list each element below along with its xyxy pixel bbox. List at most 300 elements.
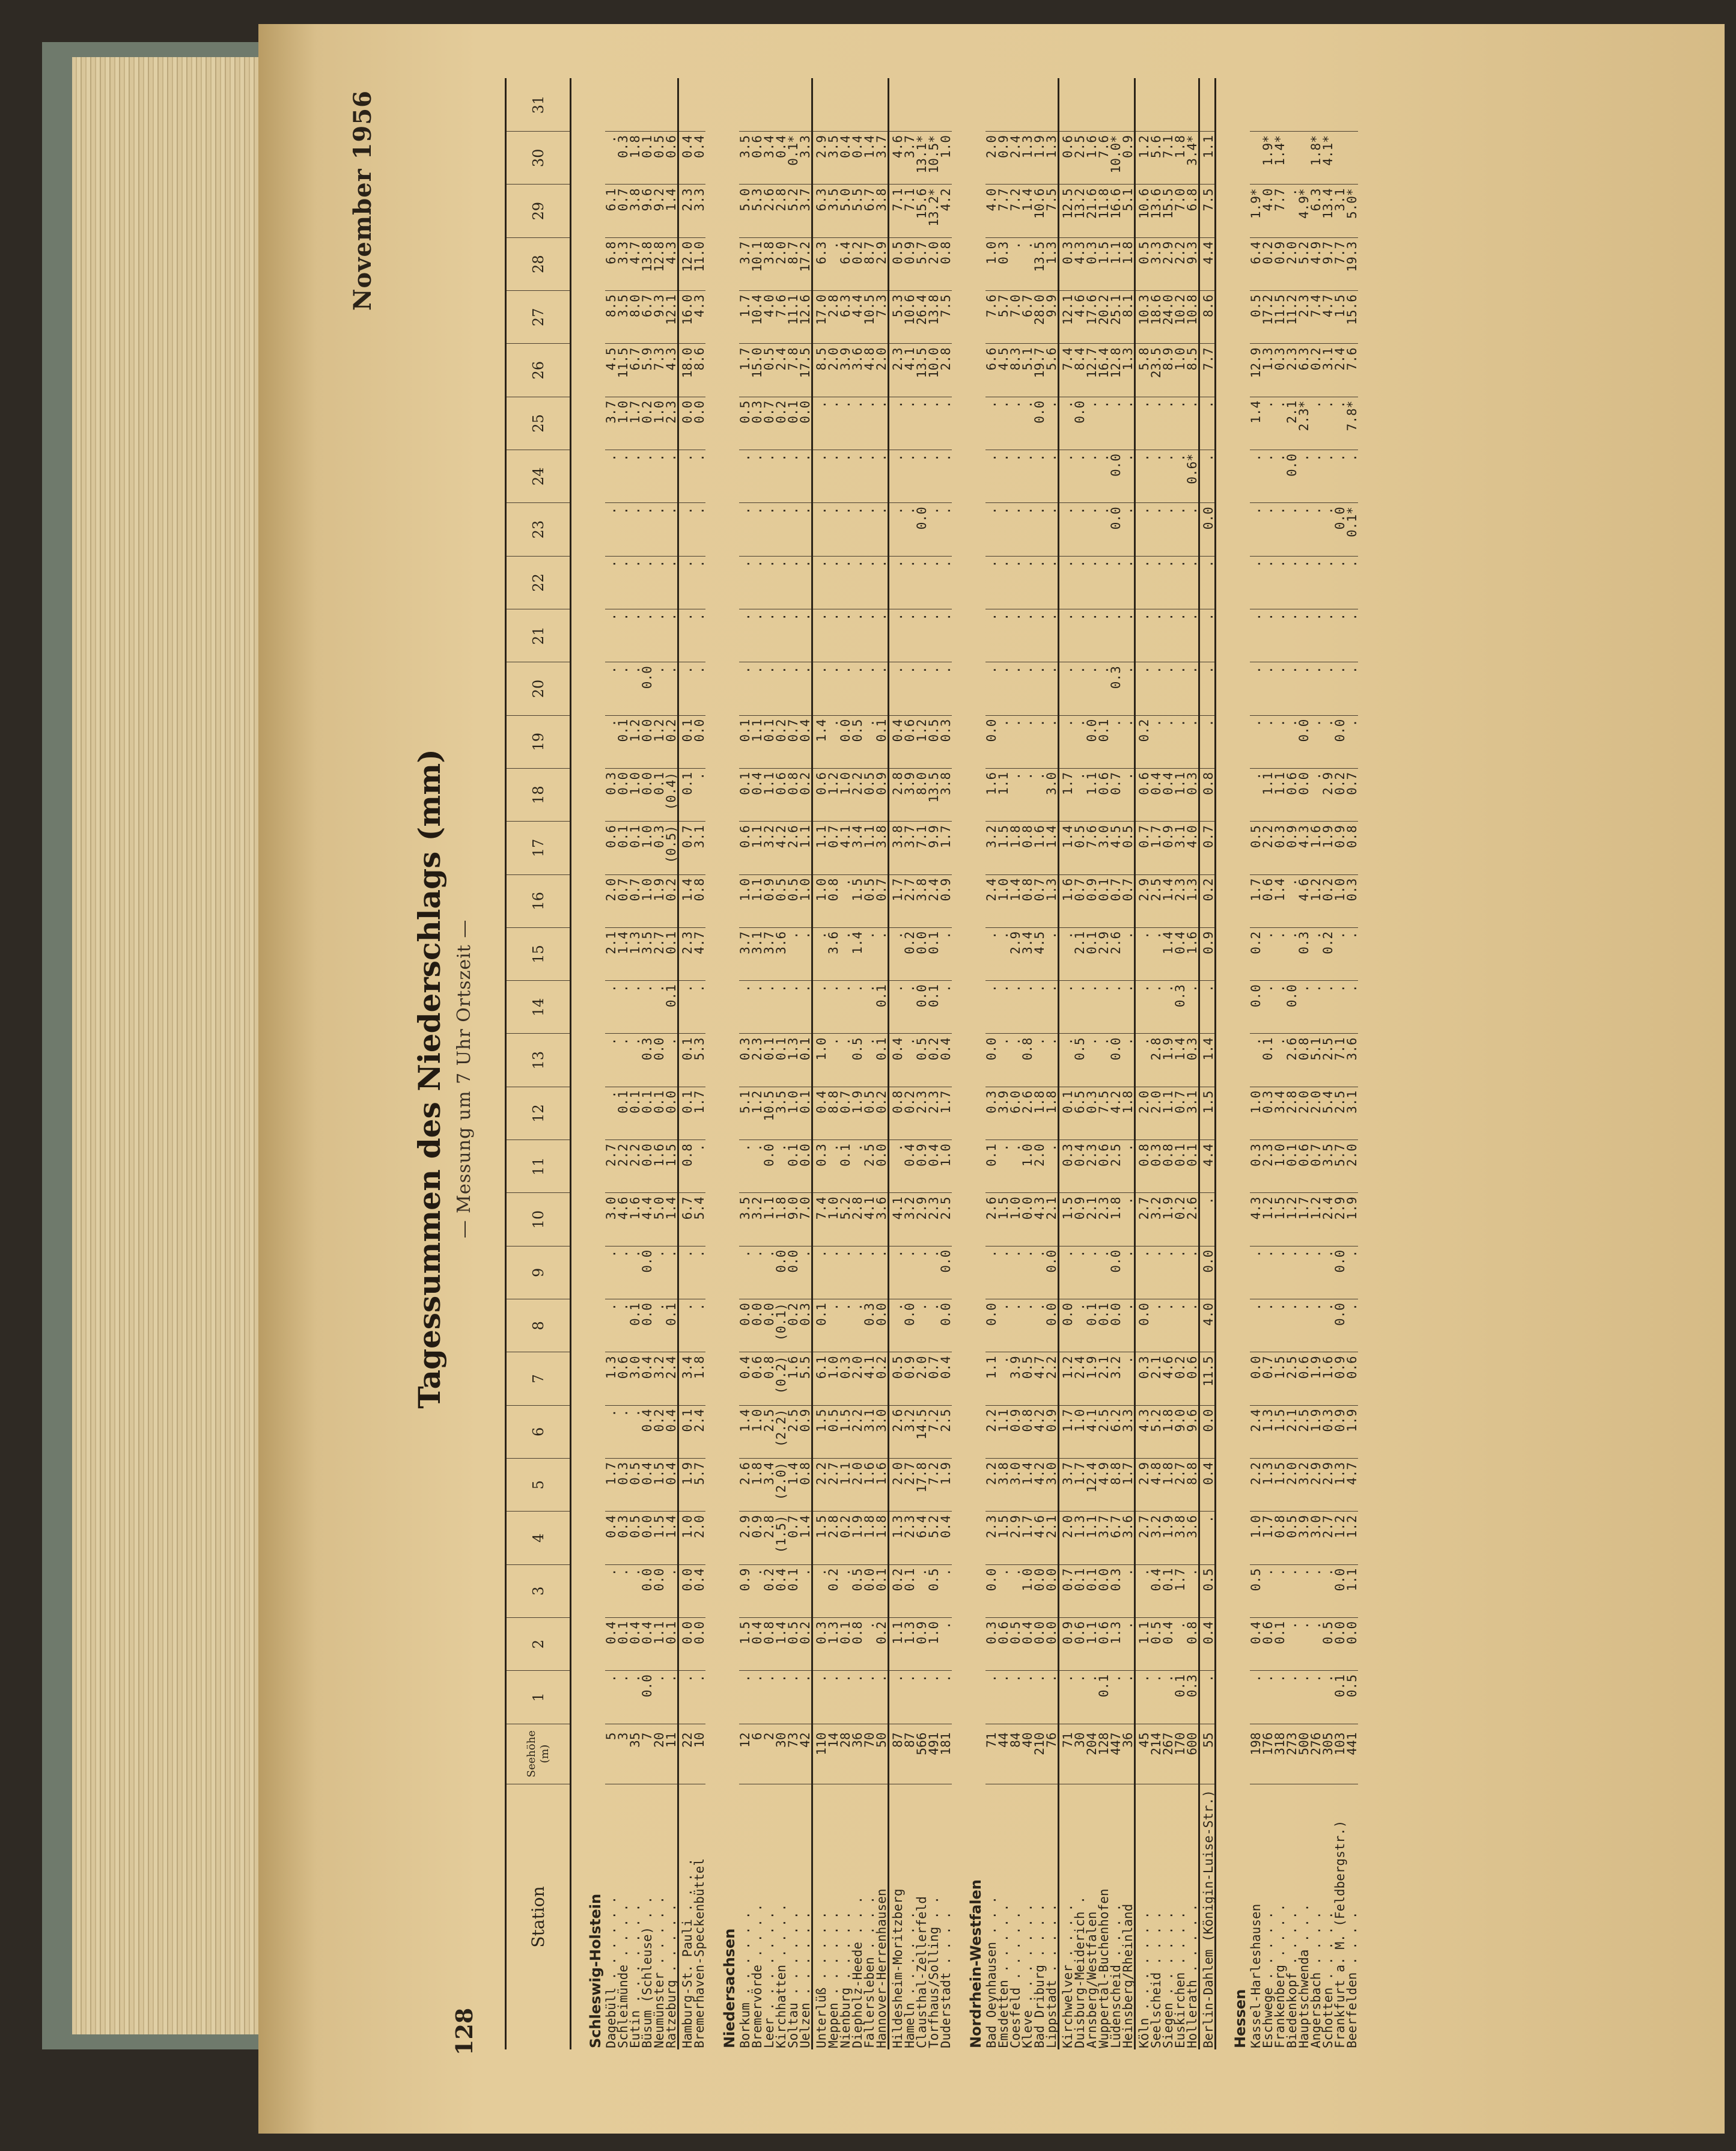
- precip-value: 1.2: [1286, 1193, 1298, 1246]
- precip-value: .: [1186, 556, 1199, 609]
- precip-value: 0.9: [1199, 927, 1216, 980]
- station-altitude: 176: [1262, 1724, 1274, 1784]
- precip-value: 1.0: [629, 768, 641, 821]
- precip-value: 1.4: [1046, 822, 1059, 874]
- precip-value: 2.8: [763, 1512, 775, 1564]
- precip-value: 1.1: [812, 822, 828, 874]
- precip-value: 2.5: [863, 1140, 876, 1193]
- precip-value: [812, 78, 828, 132]
- precip-value: 0.0: [1046, 1617, 1059, 1670]
- precip-value: 3.2: [653, 1352, 665, 1405]
- precip-value: 1.0: [653, 397, 665, 450]
- precip-value: .: [997, 1034, 1010, 1087]
- precip-value: 2.2: [812, 1458, 828, 1511]
- precip-value: 0.2: [665, 874, 678, 927]
- precip-value: [665, 78, 678, 132]
- precip-value: 2.6: [739, 1458, 751, 1511]
- precip-value: 1.6: [1034, 822, 1046, 874]
- precip-value: 2.0: [1286, 237, 1298, 290]
- precip-value: 0.3: [641, 1034, 653, 1087]
- precip-value: 6.7: [1022, 291, 1034, 344]
- station-altitude: 30: [775, 1724, 787, 1784]
- precip-value: 1.6: [787, 1352, 799, 1405]
- precip-value: 2.7: [827, 1458, 839, 1511]
- precip-value: 4.5: [605, 344, 617, 397]
- precip-value: [1262, 78, 1274, 132]
- station-name: Eutin . . . . . . .: [628, 1903, 642, 2048]
- precip-value: .: [1310, 397, 1322, 450]
- precip-value: 3.8: [997, 1458, 1010, 1511]
- precip-value: 1.2: [827, 768, 839, 821]
- precip-value: 0.3: [997, 237, 1010, 290]
- precip-value: 0.5: [1199, 1564, 1216, 1617]
- precip-value: .: [904, 662, 916, 715]
- precip-value: 0.8: [1022, 822, 1034, 874]
- precip-value: 3.6: [775, 927, 787, 980]
- precip-value: 17.8: [916, 1458, 928, 1511]
- precip-value: 0.7: [1074, 874, 1086, 927]
- precip-value: 10.0*: [1110, 132, 1122, 185]
- precip-value: 8.6: [693, 344, 705, 397]
- precip-value: 2.1: [1046, 1193, 1059, 1246]
- precip-value: .: [839, 1299, 851, 1352]
- precip-value: 3.4: [1022, 927, 1034, 980]
- precip-value: 1.2: [751, 1087, 763, 1140]
- station-altitude: 318: [1274, 1724, 1286, 1784]
- precip-value: .: [1286, 715, 1298, 768]
- precip-value: .: [1110, 715, 1122, 768]
- precip-value: 0.1: [876, 1564, 889, 1617]
- table-row: [1150, 78, 1162, 2049]
- precip-value: .: [799, 927, 812, 980]
- precip-value: 0.9: [751, 1512, 763, 1564]
- precip-value: 3.8: [876, 185, 889, 237]
- precip-value: .: [863, 927, 876, 980]
- precip-value: 2.1: [1086, 1193, 1098, 1246]
- precip-value: 7.6: [985, 291, 997, 344]
- precip-value: .: [1135, 1034, 1151, 1087]
- precip-value: 24.0: [1162, 291, 1174, 344]
- precip-value: .: [1074, 556, 1086, 609]
- precip-value: .: [851, 1299, 863, 1352]
- precip-value: 1.7: [605, 1458, 617, 1511]
- precip-value: 3.6: [1186, 1512, 1199, 1564]
- precip-value: .: [1010, 1671, 1022, 1724]
- precip-value: 1.6: [629, 1193, 641, 1246]
- precip-value: 13.4: [1322, 185, 1334, 237]
- precip-value: .: [1286, 1299, 1298, 1352]
- precip-value: .: [827, 1671, 839, 1724]
- precip-value: 6.1: [812, 1352, 828, 1405]
- precip-value: 0.1*: [1346, 503, 1358, 556]
- precip-value: .: [1262, 715, 1274, 768]
- precip-value: .: [1174, 397, 1186, 450]
- precip-value: .: [1322, 1564, 1334, 1617]
- precip-value: 0.7: [1310, 1140, 1322, 1193]
- precip-value: 16.4: [1098, 344, 1110, 397]
- precip-value: 0.3: [985, 1617, 997, 1670]
- precip-value: 0.4: [775, 1564, 787, 1617]
- table-row: [629, 78, 641, 2049]
- precip-value: 1.1: [1086, 1617, 1098, 1670]
- precip-value: 1.3: [1074, 1512, 1086, 1564]
- precip-value: 0.4: [739, 1352, 751, 1405]
- precip-value: 0.7: [763, 397, 775, 450]
- precip-value: 6.3: [812, 185, 828, 237]
- precip-value: 1.1: [799, 822, 812, 874]
- precip-value: 0.6: [1135, 768, 1151, 821]
- precip-value: 6.4: [839, 237, 851, 290]
- precip-value: 0.6: [775, 768, 787, 821]
- precip-value: .: [751, 450, 763, 503]
- precip-value: .: [1162, 609, 1174, 662]
- header-day: 8: [506, 1299, 571, 1352]
- precip-value: .: [1346, 715, 1358, 768]
- precip-value: .: [928, 397, 940, 450]
- precip-value: .: [1310, 1564, 1322, 1617]
- precip-value: 2.6: [1022, 1087, 1034, 1140]
- precip-value: .: [839, 874, 851, 927]
- precip-value: 1.8: [629, 132, 641, 185]
- precip-value: .: [851, 981, 863, 1034]
- precip-value: 0.2: [665, 715, 678, 768]
- precip-value: .: [1022, 1299, 1034, 1352]
- table-row: [1174, 78, 1186, 2049]
- precip-value: .: [863, 1671, 876, 1724]
- precip-value: 5.8: [1135, 344, 1151, 397]
- precip-value: 0.4: [889, 715, 904, 768]
- precip-value: 0.4: [693, 1564, 705, 1617]
- precip-value: .: [839, 503, 851, 556]
- precip-value: .: [1346, 609, 1358, 662]
- precip-value: 0.7: [629, 874, 641, 927]
- precip-value: 0.9: [1010, 1405, 1022, 1458]
- precip-value: 0.0: [678, 1564, 694, 1617]
- precip-value: 5.7: [1334, 1140, 1346, 1193]
- precip-value: .: [827, 662, 839, 715]
- precip-value: 0.0: [1199, 1405, 1216, 1458]
- precip-value: .: [1310, 927, 1322, 980]
- table-row: [763, 78, 775, 2049]
- precip-value: [1310, 78, 1322, 132]
- precip-value: 1.2: [629, 715, 641, 768]
- station-name: Dagebüll . . . . . .: [604, 1896, 618, 2048]
- precip-value: 0.0: [653, 1034, 665, 1087]
- precip-value: 0.1: [617, 822, 629, 874]
- precip-value: .: [1286, 503, 1298, 556]
- precip-value: 2.9: [1162, 237, 1174, 290]
- precip-value: 2.7: [1135, 1193, 1151, 1246]
- precip-value: 3.7: [799, 185, 812, 237]
- precip-value: 0.1: [1098, 874, 1110, 927]
- station-name: Clausthal-Zellerfeld: [915, 1896, 929, 2048]
- precip-value: 11.5: [1274, 291, 1286, 344]
- precip-value: .: [916, 609, 928, 662]
- precip-value: 1.7: [1174, 1564, 1186, 1617]
- precip-value: 1.0: [1074, 1405, 1086, 1458]
- precip-value: .: [1122, 927, 1135, 980]
- precip-value: 0.3: [812, 1617, 828, 1670]
- precip-value: 0.0: [641, 1512, 653, 1564]
- precip-value: .: [1150, 397, 1162, 450]
- precip-value: 0.0: [1199, 1246, 1216, 1299]
- precip-value: 3.0: [1046, 1458, 1059, 1511]
- precip-value: 0.7: [827, 822, 839, 874]
- precip-value: 7.7: [997, 185, 1010, 237]
- precip-value: 2.0: [1059, 1512, 1074, 1564]
- precip-value: 0.6: [1346, 1352, 1358, 1405]
- precip-value: .: [629, 450, 641, 503]
- header-day: 25: [506, 397, 571, 450]
- precip-value: .: [629, 1564, 641, 1617]
- precip-value: .: [1086, 981, 1098, 1034]
- table-row: [1098, 78, 1110, 2049]
- precip-value: 0.8: [1162, 1140, 1174, 1193]
- table-row: [1162, 78, 1174, 2049]
- precip-value: 4.3: [665, 344, 678, 397]
- precip-value: 12.0: [678, 237, 694, 290]
- book-page: [258, 24, 1725, 2134]
- precip-value: 3.3: [1122, 1405, 1135, 1458]
- precip-value: .: [617, 1246, 629, 1299]
- precip-value: 1.9: [1162, 1193, 1174, 1246]
- precip-value: .: [1110, 556, 1122, 609]
- precip-value: .: [1110, 981, 1122, 1034]
- precip-value: 2.9: [1010, 1512, 1022, 1564]
- precip-value: 2.1: [605, 927, 617, 980]
- precip-value: .: [653, 981, 665, 1034]
- precip-value: 0.6: [1098, 1617, 1110, 1670]
- precip-value: .: [1059, 556, 1074, 609]
- precip-value: 0.1: [1098, 1671, 1110, 1724]
- precip-value: .: [1010, 1246, 1022, 1299]
- precip-value: .: [653, 503, 665, 556]
- precip-value: .: [1286, 1671, 1298, 1724]
- precip-value: .: [678, 981, 694, 1034]
- precip-value: 5.2: [928, 1512, 940, 1564]
- precip-value: 0.8: [1022, 1034, 1034, 1087]
- precip-value: .: [665, 1564, 678, 1617]
- precip-value: 0.0: [1034, 1617, 1046, 1670]
- precip-value: 0.0: [1086, 715, 1098, 768]
- precip-value: 0.1: [787, 1564, 799, 1617]
- precip-value: .: [1010, 397, 1022, 450]
- precip-value: 1.6: [876, 1458, 889, 1511]
- precip-value: 1.9: [851, 1512, 863, 1564]
- header-day: 7: [506, 1352, 571, 1405]
- precip-value: .: [763, 1246, 775, 1299]
- precip-value: .: [997, 397, 1010, 450]
- precip-value: 1.9: [653, 874, 665, 927]
- precip-value: 8.7: [787, 237, 799, 290]
- precip-value: .: [997, 609, 1010, 662]
- precip-value: .: [641, 556, 653, 609]
- precip-value: .: [629, 503, 641, 556]
- precip-value: 1.1: [751, 715, 763, 768]
- precip-value: 3.8: [629, 185, 641, 237]
- precip-value: 2.7: [904, 1458, 916, 1511]
- precip-value: .: [1199, 609, 1216, 662]
- precip-value: 4.3: [665, 237, 678, 290]
- precip-value: .: [1098, 556, 1110, 609]
- precip-value: 2.4: [985, 874, 997, 927]
- precip-value: 1.6: [1086, 132, 1098, 185]
- precip-value: .: [1135, 981, 1151, 1034]
- table-row: [916, 78, 928, 2049]
- precip-value: .: [1122, 768, 1135, 821]
- precip-value: .: [1250, 662, 1262, 715]
- precip-value: 1.0: [985, 237, 997, 290]
- precip-value: 0.1: [665, 927, 678, 980]
- precip-value: .: [839, 927, 851, 980]
- precip-value: 2.2: [985, 1458, 997, 1511]
- precip-value: .: [617, 1564, 629, 1617]
- precip-value: 0.1*: [787, 132, 799, 185]
- precip-value: 2.6: [1286, 1034, 1298, 1087]
- precip-value: .: [1098, 1034, 1110, 1087]
- precip-value: .: [904, 609, 916, 662]
- precip-value: .: [605, 715, 617, 768]
- precip-value: 0.5: [916, 1034, 928, 1087]
- station-name: Bremerhaven-Speckenbüttel: [692, 1858, 707, 2048]
- precip-value: 2.2: [1250, 1458, 1262, 1511]
- precip-value: .: [1262, 450, 1274, 503]
- precip-value: 0.9: [916, 1617, 928, 1670]
- precip-value: 4.6: [1074, 291, 1086, 344]
- precip-value: 0.1: [876, 1034, 889, 1087]
- precip-value: 0.5: [863, 768, 876, 821]
- precip-value: 3.8: [763, 237, 775, 290]
- precip-value: 0.9: [1334, 1352, 1346, 1405]
- precip-value: [1274, 78, 1286, 132]
- precip-value: 0.5: [653, 132, 665, 185]
- precip-value: 13.8: [928, 291, 940, 344]
- precip-value: .: [629, 609, 641, 662]
- precip-value: 3.2: [1110, 1352, 1122, 1405]
- precip-value: .: [928, 556, 940, 609]
- precip-value: .: [763, 662, 775, 715]
- precip-value: 0.2: [775, 397, 787, 450]
- precip-value: 0.9: [1122, 132, 1135, 185]
- precip-value: .: [1286, 874, 1298, 927]
- precip-value: 2.4: [1334, 344, 1346, 397]
- precip-value: .: [1274, 1299, 1286, 1352]
- precip-value: 0.5: [1022, 1352, 1034, 1405]
- precip-value: .: [617, 1671, 629, 1724]
- precip-value: 0.6: [617, 1352, 629, 1405]
- precip-value: .: [1086, 1671, 1098, 1724]
- precip-value: .: [1010, 1034, 1022, 1087]
- precip-value: 2.0: [916, 1352, 928, 1405]
- precip-value: 4.2: [940, 185, 952, 237]
- precip-value: .: [1110, 397, 1122, 450]
- station-altitude: 12: [739, 1724, 751, 1784]
- precip-value: 1.0: [739, 874, 751, 927]
- precip-value: 3.7: [739, 237, 751, 290]
- precip-value: .: [1059, 1671, 1074, 1724]
- precip-value: 5.4: [693, 1193, 705, 1246]
- precip-value: 5.2: [839, 1193, 851, 1246]
- table-row: [653, 78, 665, 2049]
- precip-value: 0.7: [787, 715, 799, 768]
- precip-value: .: [851, 450, 863, 503]
- precip-value: 2.5: [1098, 1405, 1110, 1458]
- station-name: Uelzen . . . . . .: [798, 1911, 812, 2048]
- precip-value: 5.7: [693, 1458, 705, 1511]
- precip-value: 1.1: [997, 768, 1010, 821]
- station-name: Wuppertal-Buchenhofen: [1097, 1888, 1111, 2048]
- precip-value: 1.4: [665, 1193, 678, 1246]
- precip-value: 0.4: [1150, 1564, 1162, 1617]
- header-day: 13: [506, 1034, 571, 1087]
- precip-value: .: [1034, 768, 1046, 821]
- precip-value: .: [775, 662, 787, 715]
- precip-value: 7.4: [1310, 291, 1322, 344]
- precip-value: 0.1: [839, 1617, 851, 1670]
- precip-value: 12.8: [1110, 344, 1122, 397]
- precip-value: .: [605, 1405, 617, 1458]
- precip-value: 4.3: [1250, 1193, 1262, 1246]
- station-altitude: 50: [876, 1724, 889, 1784]
- precip-value: 0.0: [1298, 768, 1310, 821]
- table-row: [1310, 78, 1322, 2049]
- precip-value: 1.5: [1098, 237, 1110, 290]
- precip-value: 2.6: [889, 1405, 904, 1458]
- precip-value: 15.5: [1162, 185, 1174, 237]
- precip-value: 0.6: [665, 132, 678, 185]
- precip-value: [1046, 78, 1059, 132]
- precip-value: 1.7: [1298, 1193, 1310, 1246]
- precip-value: 2.7: [904, 874, 916, 927]
- precip-value: 0.2: [1310, 344, 1322, 397]
- precip-value: 0.3: [1110, 1564, 1122, 1617]
- precip-value: 2.3: [928, 1087, 940, 1140]
- precip-value: 13.6: [1150, 185, 1162, 237]
- precip-value: 4.4: [641, 1193, 653, 1246]
- station-altitude: 87: [904, 1724, 916, 1784]
- precip-value: 3.4: [763, 132, 775, 185]
- precip-value: 0.0: [916, 927, 928, 980]
- precip-value: 3.1: [1334, 185, 1346, 237]
- precip-value: 1.0: [1022, 1140, 1034, 1193]
- precip-value: 1.0: [617, 397, 629, 450]
- precip-value: 0.9: [1274, 237, 1286, 290]
- precip-value: .: [693, 556, 705, 609]
- precip-value: 4.6: [1162, 1352, 1174, 1405]
- precip-value: .: [1135, 556, 1151, 609]
- precip-value: 1.4: [812, 715, 828, 768]
- precip-value: .: [641, 450, 653, 503]
- precip-value: 1.8: [1162, 1458, 1174, 1511]
- precip-value: [1250, 78, 1262, 132]
- station-altitude: 305: [1322, 1724, 1334, 1784]
- precip-value: 1.3: [889, 1512, 904, 1564]
- precip-value: .: [641, 503, 653, 556]
- precip-value: 3.3: [693, 185, 705, 237]
- precip-value: 2.9: [1135, 874, 1151, 927]
- precip-value: 0.6: [1098, 768, 1110, 821]
- precip-value: 0.2: [1250, 927, 1262, 980]
- page-number: 128: [451, 2007, 478, 2055]
- precip-value: .: [1034, 1034, 1046, 1087]
- precip-value: .: [605, 662, 617, 715]
- precip-value: 10.5: [863, 291, 876, 344]
- table-row: [863, 78, 876, 2049]
- precip-value: 3.9: [997, 1087, 1010, 1140]
- precip-value: 0.0: [775, 1246, 787, 1299]
- precip-value: 1.4: [1022, 185, 1034, 237]
- precip-value: 0.0: [799, 397, 812, 450]
